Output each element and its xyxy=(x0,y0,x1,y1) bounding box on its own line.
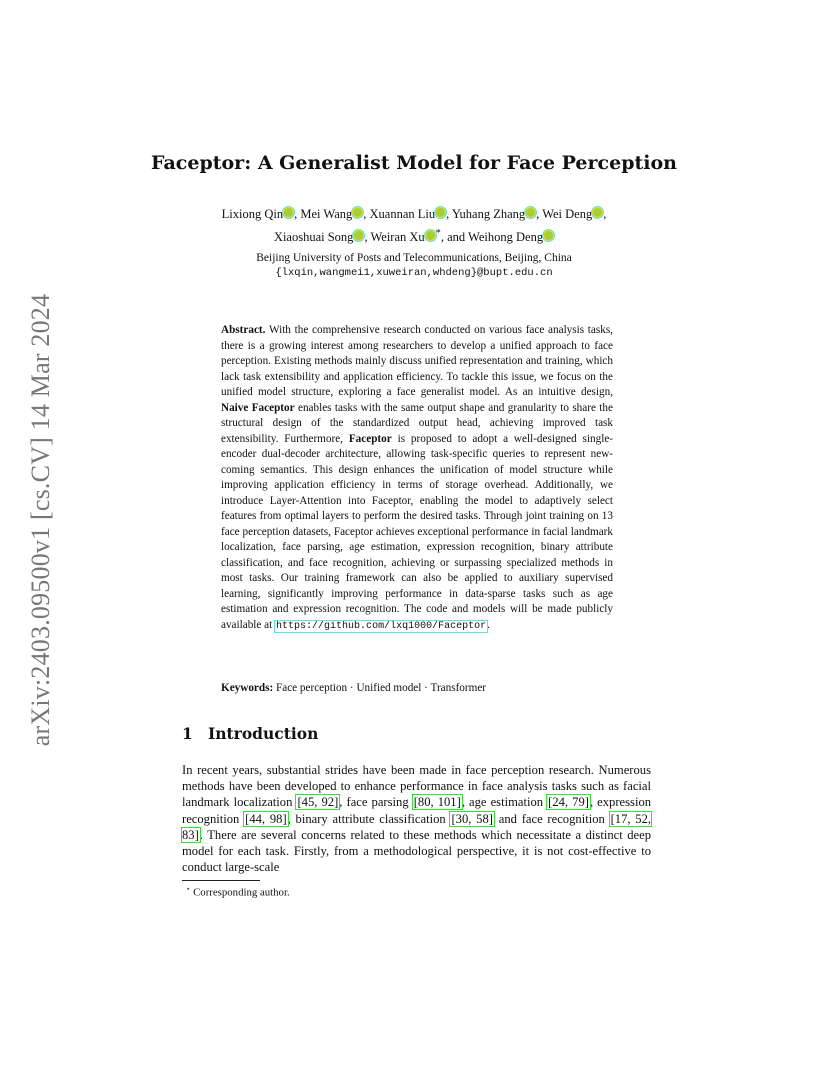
orcid-icon[interactable] xyxy=(526,208,535,217)
keywords-list: Face perception · Unified model · Transformer xyxy=(276,682,487,694)
orcid-icon[interactable] xyxy=(593,208,602,217)
author-name: Lixiong Qin xyxy=(221,207,284,221)
body-text: In recent years, substantial strides have been made in face perception research. Numerous methods have been developed to enhance performance in face analysis tasks such as facial landmark localization xyxy=(182,763,651,810)
citation-link[interactable]: [17, 52, 83] xyxy=(182,811,652,842)
author-name: Mei Wang xyxy=(300,207,353,221)
footnote-text: Corresponding author. xyxy=(193,886,290,899)
body-text: , age estimation xyxy=(461,795,544,810)
institution: Beijing University of Posts and Telecommunications, Beijing, China xyxy=(256,252,572,264)
citation-link[interactable]: [44, 98] xyxy=(245,811,287,826)
citation-link[interactable]: [80, 101] xyxy=(413,795,461,810)
body-text: , expression recognition xyxy=(182,795,652,826)
arxiv-identifier[interactable]: arXiv:2403.09500v1 [cs.CV] 14 Mar 2024 xyxy=(26,293,55,746)
author-emails: {lxqin,wangmei1,xuweiran,whdeng}@bupt.edu.cn xyxy=(275,267,553,279)
body-text: , face parsing xyxy=(339,795,409,810)
footnote-rule xyxy=(182,880,260,881)
abstract-label: Abstract. xyxy=(221,324,266,336)
abstract xyxy=(221,323,613,634)
abstract-end: . xyxy=(487,618,490,631)
author-list: Lixiong Qin , Mei Wang , Xuannan Liu , Yuhang Zhang , Wei Deng , Xiaoshuai Song , Weiran Xu *, and Weihong Deng xyxy=(221,207,607,245)
orcid-icon[interactable] xyxy=(436,208,445,217)
citation-link[interactable]: [24, 79] xyxy=(548,795,589,810)
author-name: Xuannan Liu xyxy=(369,207,436,221)
orcid-icon[interactable] xyxy=(354,231,363,240)
orcid-icon[interactable] xyxy=(426,231,435,240)
author-name: and Weihong Deng xyxy=(447,230,544,245)
author-name: Weiran Xu xyxy=(370,230,425,245)
section-heading xyxy=(182,724,318,743)
abstract-text: is proposed to adopt a well-designed single-encoder dual-decoder architecture, allowing task-specific queries to represent new-coming semantics. This design enhances the unification of model structure while improving application efficiency in terms of storage overhead. Additionally, we introduce Layer-Attention into Faceptor, enabling the model to adaptively select features from optimal layers to perform the desired tasks. Through joint training on 13 face perception datasets, Faceptor achieves exceptional performance in facial landmark localization, face parsing, age estimation, expression recognition, binary attribute classification, and face recognition, achieving or surpassing specialized methods in most tasks. Our training framework can also be applied to auxiliary supervised learning, significantly improving performance in data-sparse tasks such as age estimation and expression recognition. The code and models will be made publicly available at xyxy=(221,432,614,631)
abstract-emphasis: Naive Faceptor xyxy=(221,401,295,414)
orcid-icon[interactable] xyxy=(544,231,553,240)
author-name: Wei Deng xyxy=(542,207,593,221)
keywords-label: Keywords: xyxy=(221,682,274,694)
abstract-text: enables tasks with the same output shape and granularity to share the structural design of the standardized output head, achieving improved task extensibility. Furthermore, xyxy=(221,401,613,445)
body-text: , binary attribute classification xyxy=(287,811,446,826)
corresponding-author-mark: * xyxy=(435,228,441,239)
section-number: 1 xyxy=(182,724,193,743)
paper-title: Faceptor: A Generalist Model for Face Perception xyxy=(151,152,677,174)
author-name: Xiaoshuai Song xyxy=(273,230,354,245)
orcid-icon[interactable] xyxy=(353,208,362,217)
footnote xyxy=(186,885,290,899)
body-text: and face recognition xyxy=(498,811,605,826)
body-text: . There are several concerns related to these methods which necessitate a distinct deep model for each task. Firstly, from a methodological perspective, it is not cost-effective to conduct large-scale xyxy=(182,827,651,875)
abstract-emphasis: Faceptor xyxy=(348,432,392,445)
keywords xyxy=(221,681,613,696)
arxiv-sidebar xyxy=(19,283,63,756)
citation-link[interactable]: [45, 92] xyxy=(297,795,339,810)
affiliation xyxy=(0,251,828,281)
author-name: Yuhang Zhang xyxy=(451,207,526,221)
section-title: Introduction xyxy=(208,724,319,743)
introduction-paragraph xyxy=(182,762,651,875)
orcid-icon[interactable] xyxy=(284,208,293,217)
footnote-mark: ⋆ xyxy=(186,885,191,893)
citation-link[interactable]: [30, 58] xyxy=(451,811,493,826)
github-link[interactable]: https://github.com/lxq1000/Faceptor xyxy=(276,620,487,632)
abstract-text: With the comprehensive research conducted on various face analysis tasks, there is a growing interest among researchers to develop a unified approach to face perception. Existing methods mainly discuss unified representation and training, which lack task extensibility and application efficiency. To tackle this issue, we focus on the unified model structure, exploring a face generalist model. As an intuitive design, xyxy=(221,324,613,398)
